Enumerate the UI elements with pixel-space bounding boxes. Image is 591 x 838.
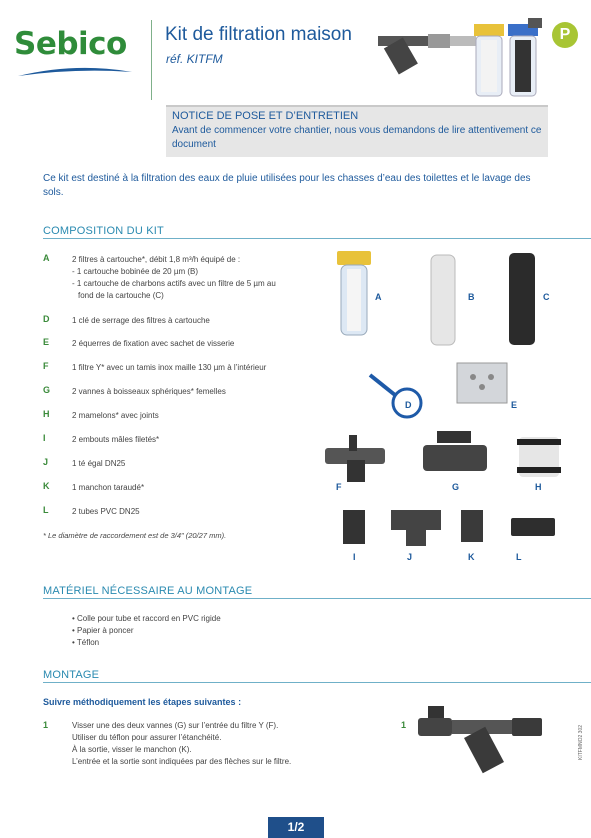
materiel-heading: MATÉRIEL NÉCESSAIRE AU MONTAGE	[43, 585, 253, 597]
montage-divider	[43, 682, 591, 683]
item-text: fond de la cartouche (C)	[78, 291, 164, 300]
page-number: 1/2	[268, 817, 324, 838]
cartridge-c-image	[509, 253, 535, 345]
logo-swoosh	[16, 64, 134, 80]
montage-subheading: Suivre méthodiquement les étapes suivantes :	[43, 697, 242, 707]
page-badge: P	[552, 22, 578, 48]
step-image-number: 1	[401, 720, 407, 730]
end-i-image	[343, 510, 365, 544]
page-title: Kit de filtration maison	[165, 24, 352, 45]
materiel-item: • Téflon	[72, 638, 100, 647]
item-text: 1 té égal DN25	[72, 459, 126, 468]
header-divider	[151, 20, 152, 100]
photo-label: L	[516, 552, 522, 562]
sleeve-k-image	[461, 510, 483, 542]
item-letter: H	[43, 409, 50, 419]
item-letter: D	[43, 314, 50, 324]
materiel-list	[72, 613, 221, 649]
valve-g-image	[423, 431, 487, 471]
item-text: 2 tubes PVC DN25	[72, 507, 140, 516]
tee-j-image	[391, 510, 441, 546]
diameter-note: * Le diamètre de raccordement est de 3/4" (20/27 mm).	[43, 531, 227, 540]
photo-label: D	[405, 400, 412, 410]
step-line: À la sortie, visser le manchon (K).	[72, 745, 192, 754]
item-letter: G	[43, 385, 51, 395]
notice-title: NOTICE DE POSE ET D’ENTRETIEN	[172, 110, 359, 122]
notice-box	[166, 105, 548, 157]
kit-assembly-image	[378, 18, 548, 100]
photo-label: K	[468, 552, 475, 562]
montage-heading: MONTAGE	[43, 669, 100, 681]
photo-label: A	[375, 292, 382, 302]
intro-text: Ce kit est destiné à la filtration des eaux de pluie utilisées pour les chasses d’eau des toilettes et le lavage des sols.	[43, 173, 531, 198]
components-illustration	[325, 245, 565, 575]
nipple-h-image	[517, 437, 561, 477]
filter-y-f-image	[325, 435, 385, 482]
item-text: 2 équerres de fixation avec sachet de visserie	[72, 339, 235, 348]
item-text: 1 filtre Y* avec un tamis inox maille 130 µm à l’intérieur	[72, 363, 267, 372]
step-line: Visser une des deux vannes (G) sur l’entrée du filtre Y (F).	[72, 721, 279, 730]
photo-label: F	[336, 482, 342, 492]
item-letter: J	[43, 457, 49, 467]
photo-label: G	[452, 482, 460, 492]
notice-body: Avant de commencer votre chantier, nous vous demandons de lire attentivement ce document	[172, 125, 542, 150]
logo-text: Sebico	[14, 26, 127, 62]
photo-label: H	[535, 482, 542, 492]
composition-heading: COMPOSITION DU KIT	[43, 225, 164, 237]
materiel-item: • Papier à poncer	[72, 626, 134, 635]
item-letter: A	[43, 253, 50, 263]
materiel-item: • Colle pour tube et raccord en PVC rigide	[72, 614, 221, 623]
item-letter: L	[43, 505, 49, 515]
item-letter: K	[43, 481, 50, 491]
item-text: 2 filtres à cartouche*, débit 1,8 m³/h équipé de :	[72, 255, 241, 264]
side-reference: KITFMNO2 302	[578, 724, 584, 760]
item-text: - 1 cartouche de charbons actifs avec un filtre de 5 µm au	[72, 279, 276, 288]
item-letter: F	[43, 361, 49, 371]
item-text: - 1 cartouche bobinée de 20 µm (B)	[72, 267, 199, 276]
step-text	[72, 720, 372, 768]
photo-label: I	[353, 552, 356, 562]
item-text: 2 vannes à boisseaux sphériques* femelles	[72, 387, 226, 396]
photo-label: E	[511, 400, 518, 410]
step-line: Utiliser du téflon pour assurer l’étanchéité.	[72, 733, 222, 742]
step-line: L’entrée et la sortie sont indiquées par des flèches sur le filtre.	[72, 757, 292, 766]
step-1-image	[418, 700, 548, 780]
item-text: 1 manchon taraudé*	[72, 483, 145, 492]
product-reference: réf. KITFM	[166, 52, 223, 66]
item-letter: I	[43, 433, 46, 443]
item-text: 2 embouts mâles filetés*	[72, 435, 160, 444]
photo-label: C	[543, 292, 550, 302]
sebico-logo	[14, 26, 134, 82]
photo-label: B	[468, 292, 475, 302]
composition-divider	[43, 238, 591, 239]
item-text: 1 clé de serrage des filtres à cartouche	[72, 316, 210, 325]
item-letter: E	[43, 337, 50, 347]
photo-label: J	[407, 552, 413, 562]
tube-l-image	[511, 518, 555, 536]
cartridge-b-image	[431, 255, 455, 345]
bracket-e-image	[457, 363, 507, 403]
materiel-divider	[43, 598, 591, 599]
item-text: 2 mamelons* avec joints	[72, 411, 159, 420]
filter-a-image	[337, 251, 371, 335]
step-number: 1	[43, 720, 49, 730]
key-d-image	[370, 375, 421, 417]
